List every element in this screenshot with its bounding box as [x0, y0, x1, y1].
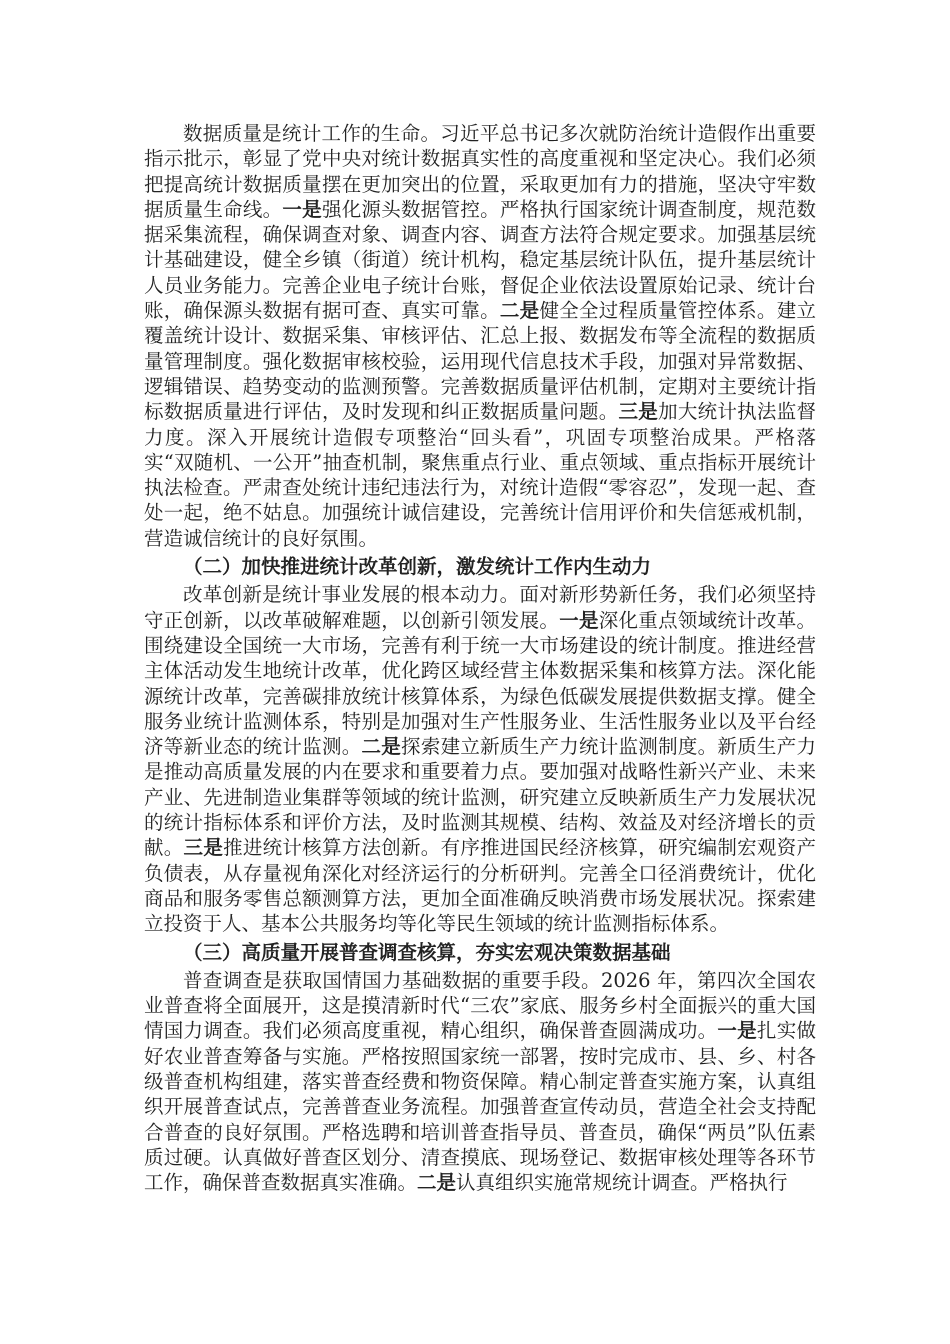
bold-marker: 一是	[717, 1019, 757, 1043]
text-run: 认真组织实施常规统计调查。严格执行	[456, 1171, 788, 1195]
text-run: 扎实做好农业普查筹备与实施。严格按照国家统一部署，按时完成市、县、乡、村各级普查机构组建，落实普查经费和物资保障。精心制定普查实施方案，认真组织开展普查试点，完善普查业务流程。加强普查宣传动员，营造全社会支持配合普查的良好氛围。严格选聘和培训普查指导员、普查员，确保“两员”队伍素质过硬。认真做好普查区划分、清查摸底、现场登记、数据审核处理等各环节工作，确保普查数据真实准确。	[144, 1019, 816, 1195]
bold-marker: 二是	[361, 735, 402, 759]
text-run: 健全全过程质量管控体系。建立覆盖统计设计、数据采集、审核评估、汇总上报、数据发布等全流程的数据质量管理制度。强化数据审核校验，运用现代信息技术手段，加强对异常数据、逻辑错误、趋势变动的监测预警。完善数据质量评估机制，定期对主要统计指标数据质量进行评估，及时发现和纠正数据质量问题。	[144, 299, 816, 424]
text-run: 强化源头数据管控。严格执行国家统计调查制度，规范数据采集流程，确保调查对象、调查内容、调查方法符合规定要求。加强基层统计基础建设，健全乡镇（街道）统计机构，稳定基层统计队伍，提升基层统计人员业务能力。完善企业电子统计台账，督促企业依法设置原始记录、统计台账，确保源头数据有据可查、真实可靠。	[144, 197, 816, 323]
text-run: 加大统计执法监督力度。深入开展统计造假专项整治“回头看”，巩固专项整治成果。严格落实“双随机、一公开”抽查机制，聚焦重点行业、重点领域、重点指标开展统计执法检查。严肃查处统计违纪违法行为，对统计造假“零容忍”，发现一起、查处一起，绝不姑息。加强统计诚信建设，完善统计信用评价和失信惩戒机制，营造诚信统计的良好氛围。	[144, 400, 816, 550]
document-page	[144, 121, 816, 1195]
bold-marker: 二是	[417, 1171, 457, 1195]
text-run: 改革创新是统计事业发展的根本动力。面对新形势新任务，我们必须坚持守正创新，以改革破解难题，以创新引领发展。	[144, 583, 816, 632]
bold-marker: 二是	[499, 299, 540, 323]
text-run: 数据质量是统计工作的生命。习近平总书记多次就防治统计造假作出重要指示批示，彰显了党中央对统计数据真实性的高度重视和坚定决心。我们必须把提高统计数据质量摆在更加突出的位置，采取更加有力的措施，坚决守牢数据质量生命线。	[144, 122, 816, 221]
bold-marker: 三是	[183, 836, 224, 860]
bold-marker: 三是	[618, 400, 659, 424]
paragraph-reform-innovation	[144, 582, 816, 936]
text-run: 探索建立新质生产力统计监测制度。新质生产力是推动高质量发展的内在要求和重要着力点。要加强对战略性新兴产业、未来产业、先进制造业集群等领域的统计监测，研究建立反映新质生产力发展状况的统计指标体系和评价方法，及时监测其规模、结构、效益及对经济增长的贡献。	[144, 735, 816, 860]
paragraph-data-quality	[144, 121, 816, 551]
section-heading-2: （二）加快推进统计改革创新，激发统计工作内生动力	[183, 555, 652, 579]
bold-marker: 一是	[559, 608, 599, 632]
section-heading-3: （三）高质量开展普查调查核算，夯实宏观决策数据基础	[183, 940, 671, 964]
paragraph-census-survey	[144, 968, 816, 1196]
text-run: 普查调查是获取国情国力基础数据的重要手段。2026 年，第四次全国农业普查将全面展开，这是摸清新时代“三农”家底、服务乡村全面振兴的重大国情国力调查。我们必须高度重视，精心组织，确保普查圆满成功。	[144, 968, 816, 1043]
bold-marker: 一是	[282, 197, 322, 221]
text-run: 深化重点领域统计改革。围绕建设全国统一大市场，完善有利于统一大市场建设的统计制度。推进经营主体活动发生地统计改革，优化跨区域经营主体数据采集和核算方法。深化能源统计改革，完善碳排放统计核算体系，为绿色低碳发展提供数据支撑。健全服务业统计监测体系，特别是加强对生产性服务业、生活性服务业以及平台经济等新业态的统计监测。	[144, 608, 816, 759]
text-run: 推进统计核算方法创新。有序推进国民经济核算，研究编制宏观资产负债表，从存量视角深化对经济运行的分析研判。完善全口径消费统计，优化商品和服务零售总额测算方法，更加全面准确反映消费市场发展状况。探索建立投资于人、基本公共服务均等化等民生领域的统计监测指标体系。	[144, 836, 816, 936]
